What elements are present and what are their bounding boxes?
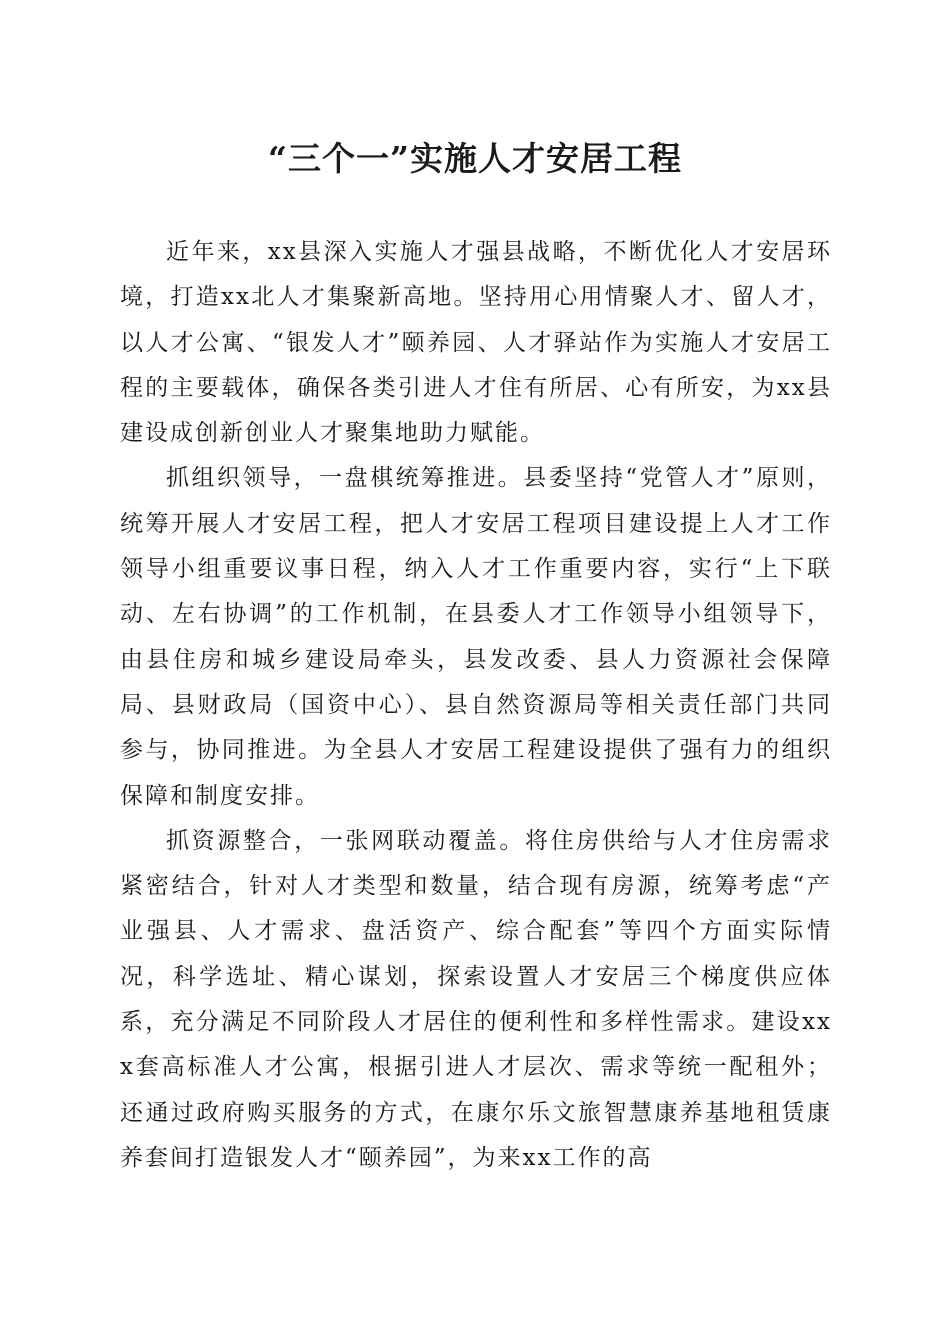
paragraph-resources: 抓资源整合，一张网联动覆盖。将住房供给与人才住房需求紧密结合，针对人才类型和数量，结合现有房源，统筹考虑“产业强县、人才需求、盘活资产、综合配套”等四个方面实际情况，科学选址、精心谋划，探索设置人才安居三个梯度供应体系，充分满足不同阶段人才居住的便利性和多样性需求。建设xxx套高标准人才公寓，根据引进人才层次、需求等统一配租外；还通过政府购买服务的方式，在康尔乐文旅智慧康养基地租赁康养套间打造银发人才“颐养园”，为来xx工作的高 [120,827,832,1171]
paragraph-organization: 抓组织领导，一盘棋统筹推进。县委坚持“党管人才”原则，统筹开展人才安居工程，把人才安居工程项目建设提上人才工作领导小组重要议事日程，纳入人才工作重要内容，实行“上下联动、左右协调”的工作机制，在县委人才工作领导小组领导下，由县住房和城乡建设局牵头，县发改委、县人力资源社会保障局、县财政局（国资中心）、县自然资源局等相关责任部门共同参与，协同推进。为全县人才安居工程建设提供了强有力的组织保障和制度安排。 [120,465,832,809]
paragraph-intro: 近年来，xx县深入实施人才强县战略，不断优化人才安居环境，打造xx北人才集聚新高地。坚持用心用情聚人才、留人才，以人才公寓、“银发人才”颐养园、人才驿站作为实施人才安居工程的主要载体，确保各类引进人才住有所居、心有所安，为xx县建设成创新创业人才聚集地助力赋能。 [120,239,832,447]
document-title: “三个一”实施人才安居工程 [268,139,682,178]
document-body [120,230,832,1181]
